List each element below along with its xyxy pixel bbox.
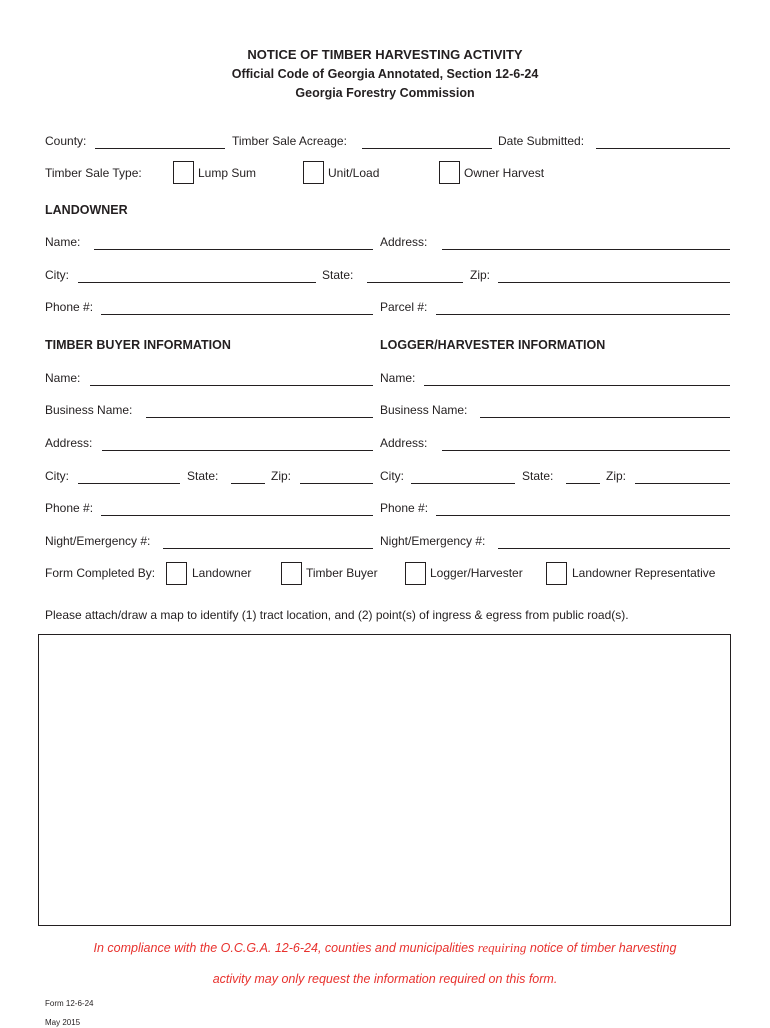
landowner-name-field[interactable] (94, 249, 373, 250)
logger-name-label: Name: (380, 371, 416, 385)
logger-business-field[interactable] (480, 417, 730, 418)
buyer-phone-field[interactable] (101, 515, 373, 516)
timber-buyer-heading: TIMBER BUYER INFORMATION (45, 338, 231, 352)
compliance-notice-line-1 (0, 940, 770, 956)
completed-by-label: Form Completed By: (45, 566, 156, 580)
buyer-state-field[interactable] (231, 483, 265, 484)
county-field[interactable] (95, 148, 225, 149)
timber-buyer-checkbox[interactable] (281, 562, 302, 585)
compliance-notice-requiring: requiring (477, 940, 527, 955)
date-submitted-label: Date Submitted: (498, 134, 585, 148)
buyer-phone-label: Phone #: (45, 501, 94, 515)
logger-heading: LOGGER/HARVESTER INFORMATION (380, 338, 606, 352)
buyer-address-label: Address: (45, 436, 93, 450)
landowner-representative-option-label: Landowner Representative (572, 566, 716, 580)
buyer-name-field[interactable] (90, 385, 373, 386)
map-instruction: Please attach/draw a map to identify (1) tract location, and (2) point(s) of ingress & egress from public road(s). (45, 608, 629, 622)
logger-address-label: Address: (380, 436, 428, 450)
sale-type-label: Timber Sale Type: (45, 166, 142, 180)
logger-phone-field[interactable] (436, 515, 730, 516)
owner-harvest-checkbox[interactable] (439, 161, 460, 184)
compliance-notice-line-2: activity may only request the information required on this form. (212, 972, 558, 986)
landowner-zip-label: Zip: (470, 268, 491, 282)
compliance-notice-part-1: In compliance with the O.C.G.A. 12-6-24, counties and municipalities (93, 941, 478, 955)
lump-sum-checkbox[interactable] (173, 161, 194, 184)
buyer-zip-field[interactable] (300, 483, 373, 484)
agency-name: Georgia Forestry Commission (295, 86, 475, 100)
logger-night-field[interactable] (498, 548, 730, 549)
acreage-field[interactable] (362, 148, 492, 149)
logger-city-label: City: (380, 469, 404, 483)
landowner-state-field[interactable] (367, 282, 463, 283)
landowner-city-field[interactable] (78, 282, 316, 283)
logger-night-label: Night/Emergency #: (380, 534, 486, 548)
logger-phone-label: Phone #: (380, 501, 429, 515)
timber-buyer-option-label: Timber Buyer (306, 566, 378, 580)
logger-harvester-checkbox[interactable] (405, 562, 426, 585)
logger-harvester-option-label: Logger/Harvester (430, 566, 523, 580)
buyer-name-label: Name: (45, 371, 81, 385)
logger-business-label: Business Name: (380, 403, 468, 417)
form-number: Form 12-6-24 (45, 999, 94, 1008)
unit-load-label: Unit/Load (328, 166, 380, 180)
landowner-heading: LANDOWNER (45, 203, 128, 217)
parcel-field[interactable] (436, 314, 730, 315)
logger-name-field[interactable] (424, 385, 730, 386)
buyer-business-label: Business Name: (45, 403, 133, 417)
landowner-checkbox[interactable] (166, 562, 187, 585)
form-title: NOTICE OF TIMBER HARVESTING ACTIVITY (247, 47, 523, 62)
landowner-option-label: Landowner (192, 566, 252, 580)
landowner-city-label: City: (45, 268, 69, 282)
logger-state-label: State: (522, 469, 554, 483)
landowner-phone-field[interactable] (101, 314, 373, 315)
buyer-business-field[interactable] (146, 417, 373, 418)
form-date: May 2015 (45, 1018, 81, 1027)
landowner-representative-checkbox[interactable] (546, 562, 567, 585)
buyer-zip-label: Zip: (271, 469, 292, 483)
date-submitted-field[interactable] (596, 148, 730, 149)
landowner-address-label: Address: (380, 235, 428, 249)
landowner-state-label: State: (322, 268, 354, 282)
buyer-city-field[interactable] (78, 483, 180, 484)
logger-address-field[interactable] (442, 450, 730, 451)
buyer-city-label: City: (45, 469, 69, 483)
logger-zip-field[interactable] (635, 483, 730, 484)
compliance-notice-part-2: notice of timber harvesting (526, 941, 677, 955)
acreage-label: Timber Sale Acreage: (232, 134, 347, 148)
lump-sum-label: Lump Sum (198, 166, 257, 180)
landowner-zip-field[interactable] (498, 282, 730, 283)
buyer-night-field[interactable] (163, 548, 373, 549)
landowner-address-field[interactable] (442, 249, 730, 250)
code-reference: Official Code of Georgia Annotated, Section 12-6-24 (231, 67, 539, 81)
logger-city-field[interactable] (411, 483, 515, 484)
buyer-address-field[interactable] (102, 450, 373, 451)
landowner-phone-label: Phone #: (45, 300, 94, 314)
buyer-state-label: State: (187, 469, 219, 483)
unit-load-checkbox[interactable] (303, 161, 324, 184)
landowner-name-label: Name: (45, 235, 81, 249)
county-label: County: (45, 134, 87, 148)
logger-state-field[interactable] (566, 483, 600, 484)
owner-harvest-label: Owner Harvest (464, 166, 545, 180)
buyer-night-label: Night/Emergency #: (45, 534, 151, 548)
parcel-label: Parcel #: (380, 300, 428, 314)
logger-zip-label: Zip: (606, 469, 627, 483)
map-drawing-area[interactable] (38, 634, 731, 926)
